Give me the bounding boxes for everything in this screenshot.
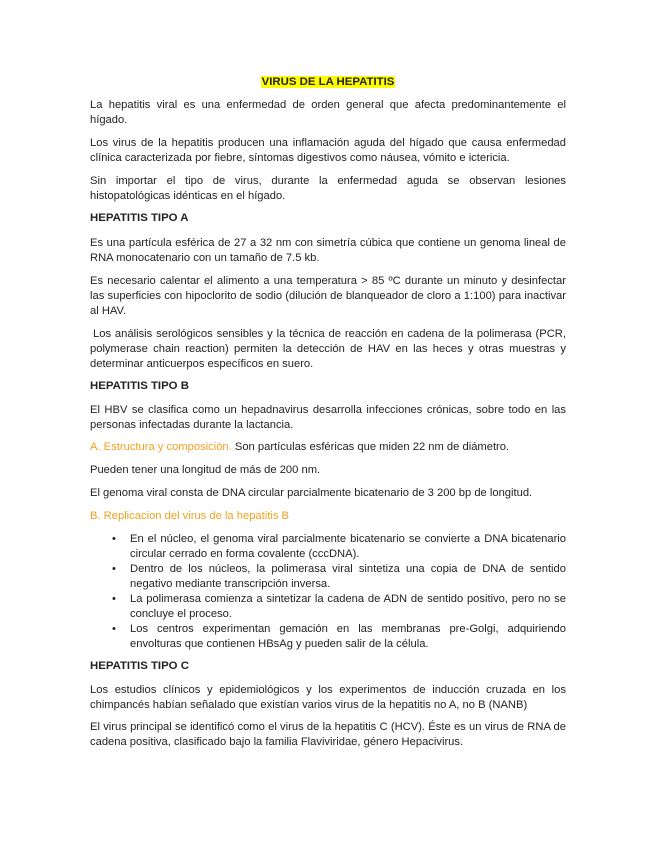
hep-b-paragraph-3: El genoma viral consta de DNA circular parcialmente bicatenario de 3 200 bp de longitud.: [90, 487, 533, 499]
hep-b-paragraph-1: El HBV se clasifica como un hepadnavirus desarrolla infecciones crónicas, sobre todo en las personas infectadas durante la lactancia.: [90, 404, 566, 431]
heading-hepatitis-c: HEPATITIS TIPO C: [90, 660, 189, 672]
bullet-item: • Dentro de los núcleos, la polimerasa viral sintetiza una copia de DNA de sentido negativo mediante transcripción inversa.: [112, 563, 566, 590]
hep-b-section-b-label: B. Replicacion del virus de la hepatitis B: [90, 510, 289, 522]
hep-c-paragraph-1: Los estudios clínicos y epidemiológicos y los experimentos de inducción cruzada en los chimpancés habían señalado que existían varios virus de la hepatitis no A, no B (NANB): [90, 684, 566, 711]
hep-a-paragraph-2: Es necesario calentar el alimento a una temperatura > 85 ºC durante un minuto y desinfectar las superficies con hipoclorito de sodio (dilución de blanqueador de cloro a 1:100) para inactivar al HAV.: [90, 275, 566, 317]
bullet-item: • En el núcleo, el genoma viral parcialmente bicatenario se convierte a DNA bicatenario circular cerrado en forma covalente (cccDNA).: [112, 533, 566, 560]
heading-hepatitis-a: HEPATITIS TIPO A: [90, 212, 189, 224]
hep-a-paragraph-3: Los análisis serológicos sensibles y la técnica de reacción en cadena de la polimerasa (PCR, polymerase chain reaction) permiten la detección de HAV en las heces y otras muestras y determinar anticuerpos específicos en suero.: [90, 328, 566, 370]
replication-bullet-list: [90, 532, 566, 652]
bullet-item: • La polimerasa comienza a sintetizar la cadena de ADN de sentido positivo, pero no se concluye el proceso.: [112, 593, 566, 620]
bullet-icon: •: [112, 623, 116, 635]
hep-b-section-a: [90, 440, 566, 455]
hep-a-paragraph-1: Es una partícula esférica de 27 a 32 nm con simetría cúbica que contiene un genoma lineal de RNA monocatenario con un tamaño de 7.5 kb.: [90, 237, 566, 264]
document-title: VIRUS DE LA HEPATITIS: [261, 76, 395, 88]
hep-b-paragraph-2: Pueden tener una longitud de más de 200 nm.: [90, 464, 321, 476]
intro-paragraph-2: Los virus de la hepatitis producen una inflamación aguda del hígado que causa enfermedad clínica caracterizada por fiebre, síntomas digestivos como náusea, vómito e ictericia.: [90, 137, 566, 164]
bullet-item: • Los centros experimentan gemación en las membranas pre-Golgi, adquiriendo envolturas que contienen HBsAg y pueden salir de la célula.: [112, 623, 566, 650]
section-a-label: A. Estructura y composición.: [90, 441, 232, 453]
bullet-icon: •: [112, 593, 116, 605]
intro-paragraph-1: La hepatitis viral es una enfermedad de orden general que afecta predominantemente el hígado.: [90, 99, 566, 126]
bullet-icon: •: [112, 563, 116, 575]
bullet-icon: •: [112, 533, 116, 545]
heading-hepatitis-b: HEPATITIS TIPO B: [90, 380, 189, 392]
intro-paragraph-3: Sin importar el tipo de virus, durante la enfermedad aguda se observan lesiones histopatológicas idénticas en el hígado.: [90, 175, 566, 202]
hep-c-paragraph-2: El virus principal se identificó como el virus de la hepatitis C (HCV). Éste es un virus de RNA de cadena positiva, clasificado bajo la familia Flaviviridae, género Hepacivirus.: [90, 721, 566, 748]
section-a-text: Son partículas esféricas que miden 22 nm de diámetro.: [231, 441, 510, 453]
